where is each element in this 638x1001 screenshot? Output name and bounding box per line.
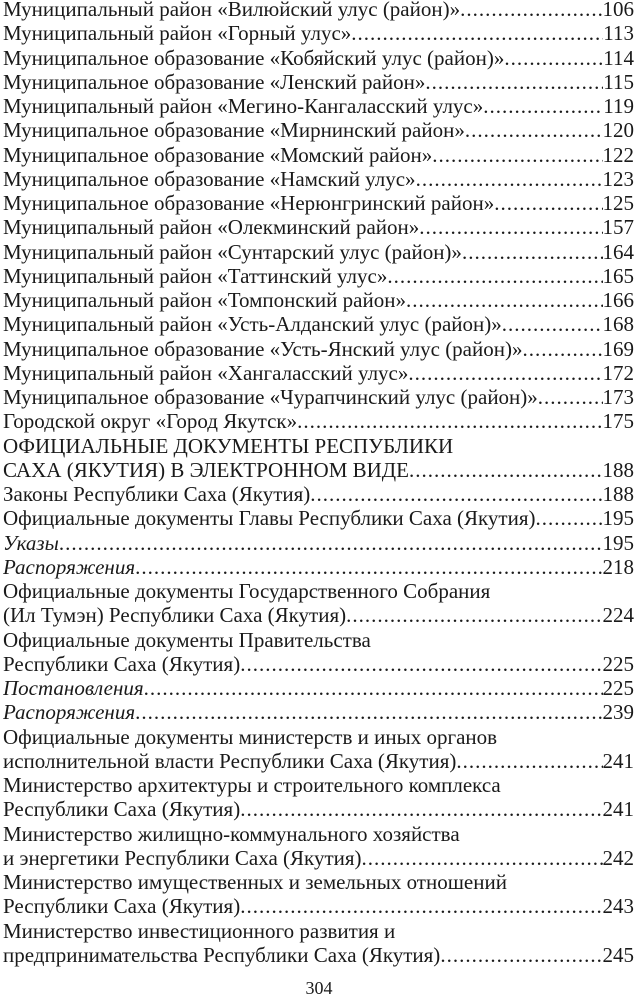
toc-page-number: 173 <box>602 385 634 409</box>
toc-entry <box>3 531 634 555</box>
toc-page-number: 188 <box>602 457 634 482</box>
toc-entry <box>3 0 634 21</box>
dot-leader <box>483 94 603 118</box>
toc-entry-title: Муниципальное образование «Кобяйский улус (район)» <box>3 45 505 70</box>
toc-entry <box>3 725 634 774</box>
toc-entry-title: Официальные документы Государственного Собрания <box>3 579 491 603</box>
dot-leader <box>297 409 602 433</box>
toc-entry-title: Муниципальный район «Хангаласский улус» <box>3 360 409 385</box>
toc-entry-title: ОФИЦИАЛЬНЫЕ ДОКУМЕНТЫ РЕСПУБЛИКИ <box>3 433 454 458</box>
toc-page-number: 188 <box>602 482 634 506</box>
dot-leader <box>460 0 602 21</box>
toc-entry-line <box>3 773 634 797</box>
toc-entry <box>3 94 634 118</box>
toc-entry-line <box>3 0 634 21</box>
toc-entry-title: Муниципальный район «Усть-Алданский улус (район)» <box>3 312 502 337</box>
toc-entry-line <box>3 943 634 967</box>
page-number: 304 <box>305 978 333 998</box>
toc-page-number: 224 <box>602 603 634 628</box>
toc-page-number: 195 <box>602 506 634 531</box>
toc-page-number: 164 <box>602 239 634 264</box>
dot-leader <box>465 118 603 142</box>
dot-leader <box>504 46 603 70</box>
toc-entry-line <box>3 409 634 433</box>
dot-leader <box>240 652 602 676</box>
dot-leader <box>419 215 602 239</box>
toc-entry-line <box>3 894 634 918</box>
dot-leader <box>408 361 602 385</box>
toc-entry-title: Министерство жилищно-коммунального хозяйства <box>3 821 460 846</box>
toc-page-number: 175 <box>602 409 634 434</box>
toc-entry-line <box>3 652 634 676</box>
toc-entry <box>3 215 634 239</box>
dot-leader <box>59 531 603 555</box>
toc-entry-title: Республики Саха (Якутия) <box>3 797 241 822</box>
toc-entry <box>3 579 634 628</box>
toc-entry-line <box>3 288 634 312</box>
dot-leader <box>144 676 603 700</box>
toc-entry-title: Министерство имущественных и земельных отношений <box>3 870 507 894</box>
toc-page-number: 243 <box>602 894 634 919</box>
dot-leader <box>362 846 603 870</box>
toc-entry-title: Муниципальный район «Таттинский улус» <box>3 263 388 288</box>
toc-entry-title: Республики Саха (Якутия) <box>3 894 241 919</box>
toc-page-number: 242 <box>602 845 634 870</box>
toc-entry-line <box>3 700 634 724</box>
dot-leader <box>135 555 602 579</box>
toc-page-number: 169 <box>602 336 634 361</box>
toc-entry <box>3 773 634 822</box>
toc-entry <box>3 919 634 968</box>
toc-entry-line <box>3 482 634 506</box>
toc-entry-title: исполнительной власти Республики Саха (Якутия) <box>3 748 457 773</box>
toc-page-number: 239 <box>602 700 634 725</box>
toc-entry-title: Официальные документы Правительства <box>3 627 371 652</box>
toc-entry-title: Муниципальный район «Горный улус» <box>3 21 352 46</box>
toc-entry-line <box>3 118 634 142</box>
toc-page-number: 114 <box>603 45 634 70</box>
toc-entry-title: Официальные документы министерств и иных органов <box>3 724 498 749</box>
toc-entry <box>3 555 634 579</box>
toc-page-number: 241 <box>602 797 634 822</box>
toc-entry-line <box>3 191 634 215</box>
toc-entry-title: Муниципальное образование «Усть-Янский улус (район)» <box>3 336 523 361</box>
toc-entry-title: Муниципальное образование «Ленский район» <box>3 69 426 94</box>
toc-entry-title: Республики Саха (Якутия) <box>3 651 241 676</box>
toc-entry <box>3 143 634 167</box>
toc-entry-line <box>3 167 634 191</box>
toc-entry-line <box>3 749 634 773</box>
toc-entry <box>3 700 634 724</box>
toc-entry-line <box>3 385 634 409</box>
toc-entry-title: Муниципальное образование «Мирнинский район» <box>3 118 465 143</box>
toc-entry-line <box>3 264 634 288</box>
toc-entry-title: Законы Республики Саха (Якутия) <box>3 482 311 506</box>
toc-entry <box>3 240 634 264</box>
toc-entry-line <box>3 846 634 870</box>
toc-entry-title: Муниципальное образование «Нерюнгринский район» <box>3 191 495 215</box>
toc-entry-line <box>3 337 634 361</box>
toc-page-number: 166 <box>602 288 634 312</box>
toc-page-number: 157 <box>602 215 634 240</box>
toc-entry-title: Указы <box>3 530 59 555</box>
dot-leader <box>346 603 602 627</box>
toc-page-number: 120 <box>602 118 634 143</box>
dot-leader <box>502 312 603 336</box>
toc-entry <box>3 288 634 312</box>
toc-page-number: 165 <box>602 263 634 288</box>
toc-entry <box>3 822 634 871</box>
toc-entry-line <box>3 70 634 94</box>
dot-leader <box>462 240 603 264</box>
toc-entry-line <box>3 555 634 579</box>
toc-entry-title: Муниципальный район «Сунтарский улус (район)» <box>3 239 462 264</box>
toc-page-number: 245 <box>602 942 634 967</box>
toc-entry-title: Министерство инвестиционного развития и <box>3 918 396 943</box>
toc-entry-line <box>3 822 634 846</box>
dot-leader <box>425 70 603 94</box>
toc-entry-line <box>3 312 634 336</box>
dot-leader <box>351 21 603 45</box>
toc-entry-line <box>3 725 634 749</box>
toc-entry-line <box>3 46 634 70</box>
toc-entry-line <box>3 870 634 894</box>
toc-entry-title: Городской округ «Город Якутск» <box>3 409 298 434</box>
dot-leader <box>387 264 602 288</box>
toc-page-number: 123 <box>602 166 634 191</box>
dot-leader <box>456 749 602 773</box>
toc-entry-line <box>3 458 634 482</box>
toc-entry-line <box>3 215 634 239</box>
toc-entry-title: Распоряжения <box>3 554 136 579</box>
toc-entry <box>3 70 634 94</box>
toc-entry <box>3 361 634 385</box>
toc-entry <box>3 167 634 191</box>
toc-entry-line <box>3 797 634 821</box>
toc-entry-title: и энергетики Республики Саха (Якутия) <box>3 845 362 870</box>
toc-page-number: 225 <box>602 676 634 700</box>
toc-page-number: 241 <box>602 748 634 773</box>
toc-entry-title: Министерство архитектуры и строительного комплекса <box>3 773 501 797</box>
toc-entry <box>3 482 634 506</box>
toc-entry-line <box>3 676 634 700</box>
toc-entry-title: Муниципальный район «Томпонский район» <box>3 288 406 312</box>
toc-page-number: 225 <box>602 651 634 676</box>
dot-leader <box>406 288 603 312</box>
toc-entry <box>3 628 634 677</box>
dot-leader <box>310 482 602 506</box>
dot-leader <box>409 458 603 482</box>
toc-entry-line <box>3 603 634 627</box>
toc-page-number: 115 <box>603 69 634 94</box>
toc-entry-title: Муниципальный район «Олекминский район» <box>3 215 420 240</box>
toc-page-number: 113 <box>603 21 634 46</box>
toc-entry-line <box>3 21 634 45</box>
toc-entry-title: Муниципальный район «Мегино-Кангаласский улус» <box>3 94 484 118</box>
dot-leader <box>240 797 602 821</box>
toc-page-number: 172 <box>602 360 634 385</box>
toc-entry-title: предпринимательства Республики Саха (Якутия) <box>3 942 441 967</box>
toc-entry-line <box>3 94 634 118</box>
dot-leader <box>538 385 603 409</box>
toc-entry-line <box>3 143 634 167</box>
dot-leader <box>522 337 602 361</box>
toc-entry <box>3 434 634 483</box>
toc-entry-line <box>3 506 634 530</box>
toc-page-number: 119 <box>603 94 634 118</box>
toc-page-number: 122 <box>602 142 634 167</box>
toc-entry-line <box>3 240 634 264</box>
toc-entry-title: (Ил Тумэн) Республики Саха (Якутия) <box>3 603 347 628</box>
toc-entry <box>3 264 634 288</box>
toc-entry <box>3 506 634 530</box>
toc-entry <box>3 312 634 336</box>
toc-page-number: 218 <box>602 554 634 579</box>
dot-leader <box>536 506 603 530</box>
toc-page-number: 195 <box>602 530 634 555</box>
toc-entry <box>3 191 634 215</box>
toc-page-number: 168 <box>602 312 634 337</box>
dot-leader <box>240 894 602 918</box>
toc-entry-line <box>3 434 634 458</box>
toc-entry <box>3 409 634 433</box>
toc-entry <box>3 337 634 361</box>
toc-entry-line <box>3 361 634 385</box>
toc-entry-line <box>3 919 634 943</box>
toc-entry-line <box>3 579 634 603</box>
toc-entry-title: Муниципальное образование «Момский район» <box>3 142 433 167</box>
toc-page-number: 125 <box>602 191 634 215</box>
toc-page-number: 106 <box>602 0 634 21</box>
dot-leader <box>494 191 602 215</box>
toc-entry <box>3 46 634 70</box>
toc-entry <box>3 385 634 409</box>
toc-entry-title: САХА (ЯКУТИЯ) В ЭЛЕКТРОННОМ ВИДЕ <box>3 457 409 482</box>
toc-entry <box>3 676 634 700</box>
toc-entry-line <box>3 531 634 555</box>
dot-leader <box>440 943 602 967</box>
dot-leader <box>135 700 602 724</box>
toc-entry-title: Распоряжения <box>3 700 136 725</box>
toc-entry <box>3 21 634 45</box>
toc-entry-line <box>3 628 634 652</box>
toc-entry <box>3 118 634 142</box>
toc-entry-title: Муниципальное образование «Намский улус» <box>3 166 416 191</box>
toc-entry <box>3 870 634 919</box>
toc-entry-title: Постановления <box>3 676 144 700</box>
dot-leader <box>416 167 603 191</box>
toc-entry-title: Муниципальное образование «Чурапчинский улус (район)» <box>3 385 538 409</box>
table-of-contents <box>3 0 634 967</box>
toc-entry-title: Муниципальный район «Вилюйский улус (район)» <box>3 0 461 21</box>
dot-leader <box>432 143 602 167</box>
toc-entry-title: Официальные документы Главы Республики Саха (Якутия) <box>3 506 536 531</box>
